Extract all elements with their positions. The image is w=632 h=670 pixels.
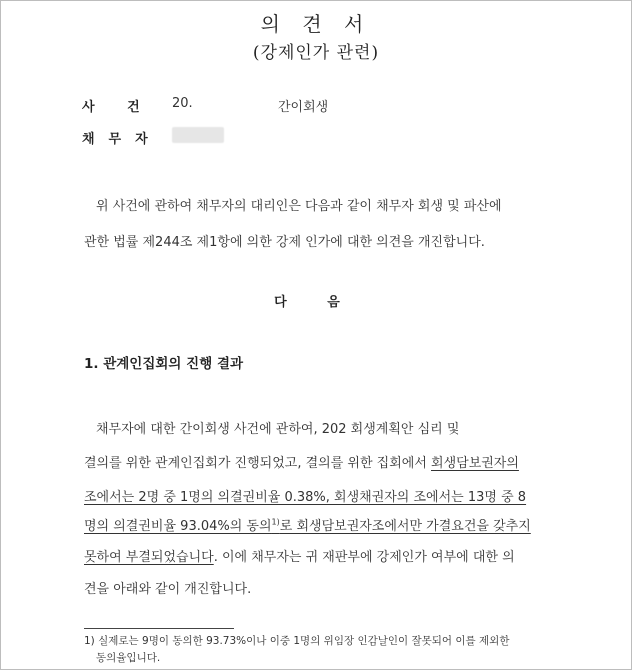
center-label: 다 음 <box>274 295 358 310</box>
document-subtitle: (강제인가 관련) <box>252 43 380 63</box>
footnote-ref: 1) <box>271 517 280 527</box>
section-line-2 <box>84 452 544 471</box>
footnote-line-1: 1) 실제로는 9명이 동의한 93.73%이나 이중 1명의 위임장 인감날인이 잘못되어 이를 제외한 <box>84 635 510 647</box>
section-line-4a: 명의 의결권비율 93.04%의 동의 <box>84 519 272 534</box>
redacted-debtor-name <box>172 127 224 143</box>
section-line-6: 견을 아래와 같이 개진합니다. <box>84 582 252 597</box>
debtor-label: 채무자 <box>82 132 162 147</box>
section-line-5a: 못하여 부결되었습니다 <box>84 550 214 565</box>
section-line-3: 조에서는 2명 중 1명의 의결권비율 0.38%, 회생채권자의 조에서는 13명 중 8 <box>84 490 527 505</box>
section-line-5 <box>84 546 544 565</box>
section-heading: 1. 관계인집회의 진행 결과 <box>84 356 244 372</box>
section-line-2b: 회생담보권자의 <box>431 456 519 471</box>
footnote-divider <box>84 628 234 629</box>
section-line-2a: 결의를 위한 관계인집회가 진행되었고, 결의를 위한 집회에서 <box>84 456 432 471</box>
section-line-1: 채무자에 대한 간이회생 사건에 관하여, 202 회생계획안 심리 및 <box>96 422 460 437</box>
section-line-4b: 로 회생담보권자조에서만 가결요건을 갖추지 <box>279 519 531 534</box>
section-line-5b: . 이에 채무자는 귀 재판부에 강제인가 여부에 대한 의 <box>213 550 515 565</box>
document-title: 의 견 서 <box>260 12 372 36</box>
case-label: 사 건 <box>82 100 154 115</box>
footnote-line-2: 동의율입니다. <box>96 652 161 664</box>
intro-line-2: 관한 법률 제244조 제1항에 의한 강제 인가에 대한 의견을 개진합니다. <box>84 235 485 250</box>
case-type: 간이회생 <box>278 100 329 115</box>
section-line-4 <box>84 515 544 534</box>
case-number: 20. <box>172 96 193 111</box>
intro-line-1: 위 사건에 관하여 채무자의 대리인은 다음과 같이 채무자 회생 및 파산에 <box>96 199 502 214</box>
